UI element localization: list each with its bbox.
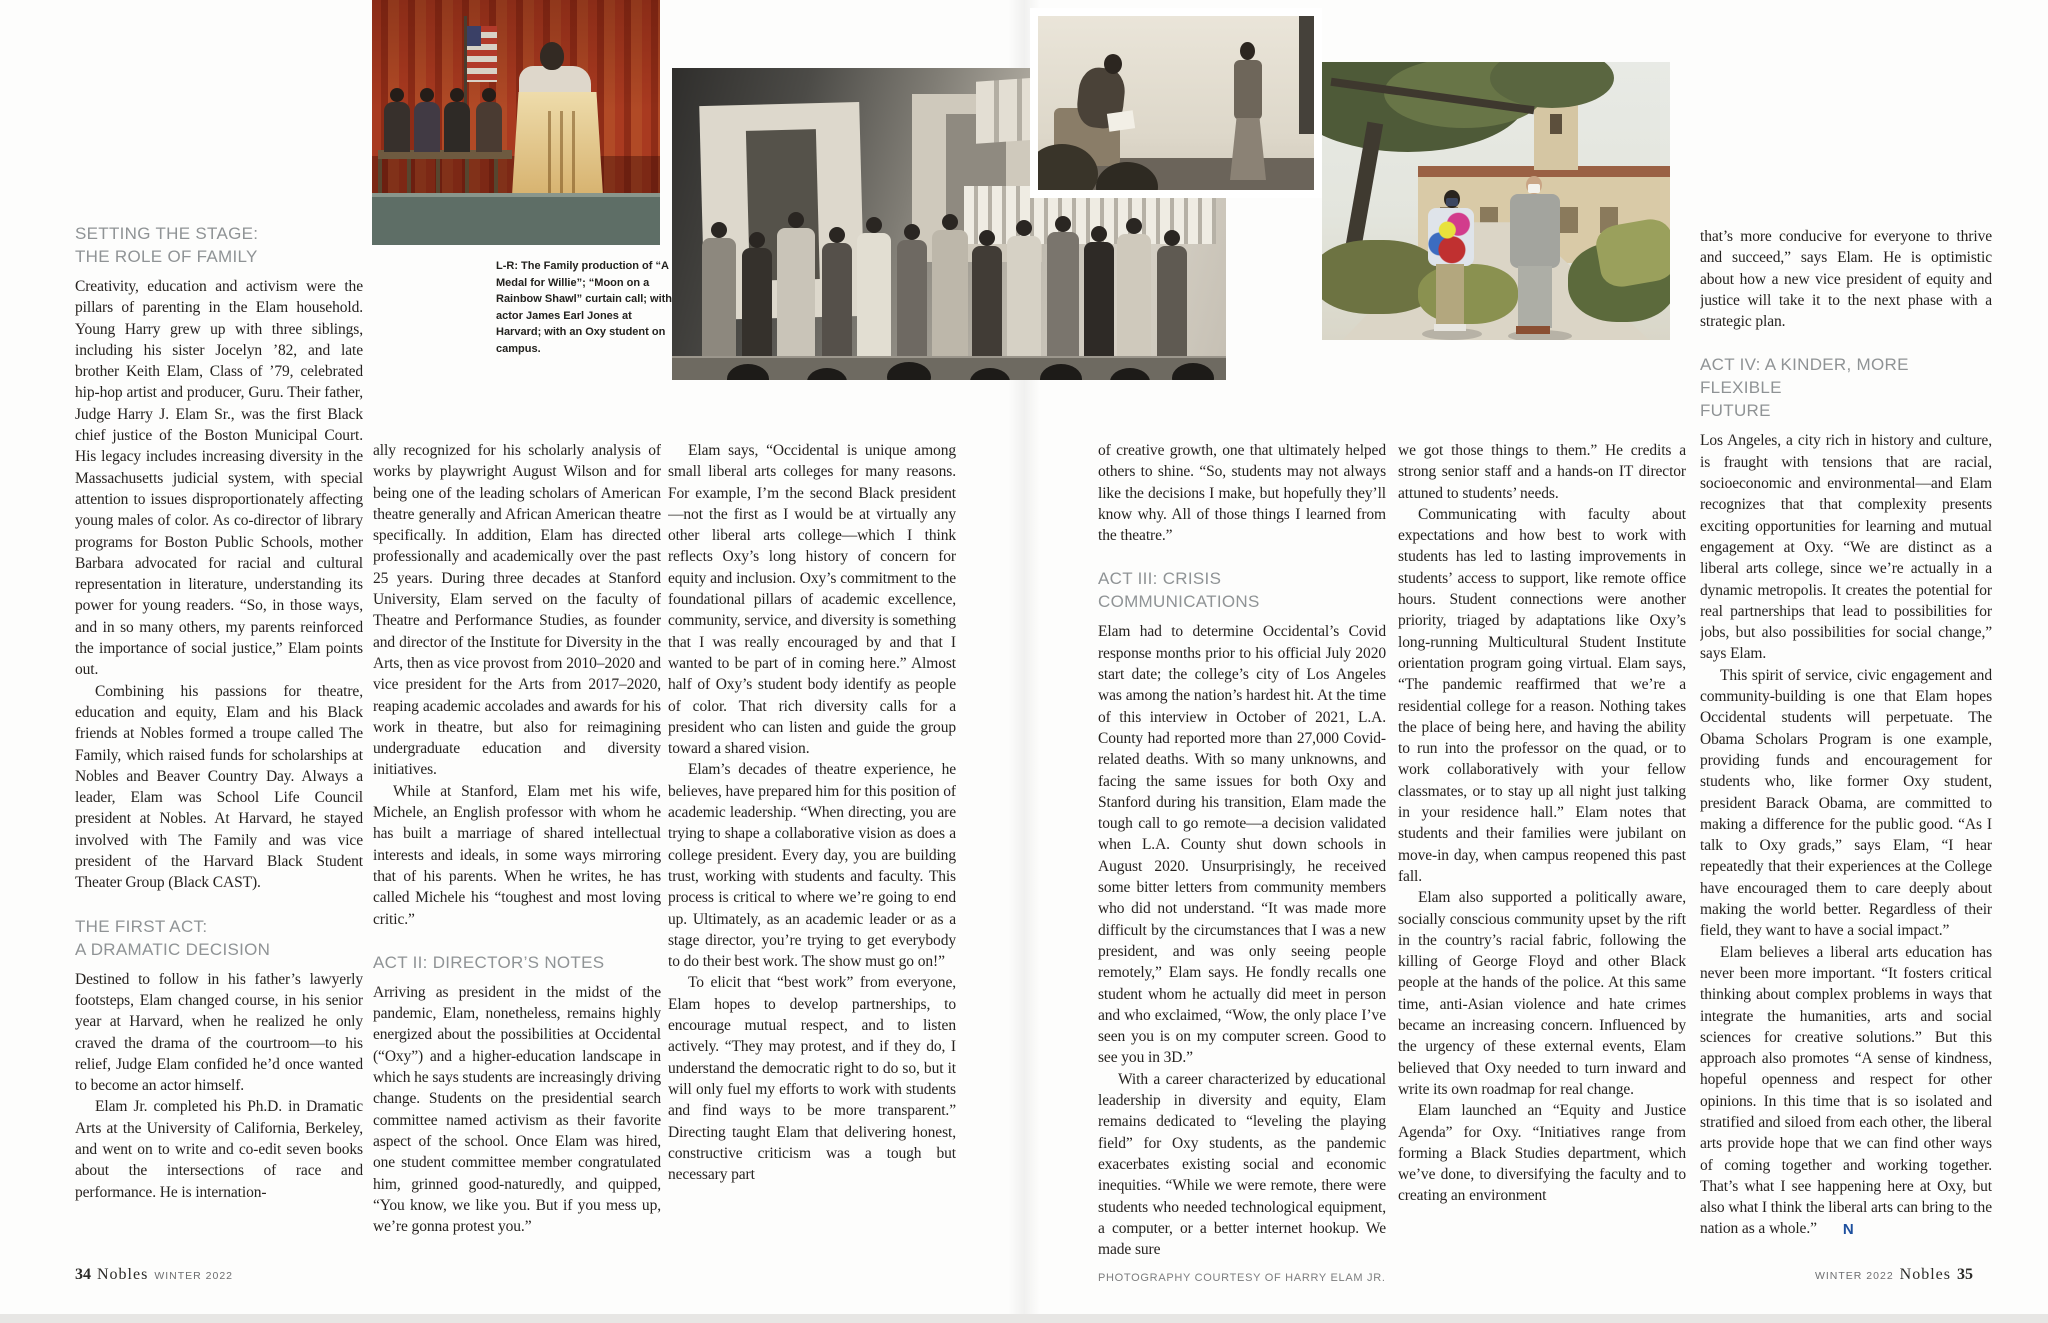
- student-figure: [1428, 208, 1474, 266]
- right-folio: [1573, 1266, 1973, 1284]
- podium-grooves: [539, 111, 577, 195]
- heading-line: A DRAMATIC DECISION: [75, 939, 271, 959]
- speaker-head: [540, 42, 564, 70]
- audience-head: [1030, 144, 1098, 198]
- bush: [1418, 264, 1518, 324]
- section-heading-act-ii: [373, 951, 661, 974]
- column-2: [373, 440, 661, 1260]
- page-bottom-edge: [0, 1314, 2048, 1323]
- body-paragraph: Combining his passions for theatre, education and equity, Elam and his Black friends at Nobles formed a troupe called The Family, which raised funds for scholarships at Nobles and Beaver Country Day. Always a leader, Elam was School Life Council president at Nobles. At Harvard, he stayed involved with The Family and was vice president of the Harvard Black Student Theater Group (Black CAST).: [75, 682, 363, 892]
- body-paragraph: Elam Jr. completed his Ph.D. in Dramatic Arts at the University of California, Berkeley, and went on to write and co-edit seven books about the intersections of race and performance. He is internation-: [75, 1098, 363, 1201]
- crowd-figure: [1117, 234, 1151, 358]
- elam-shoes: [1516, 326, 1550, 334]
- section-heading-act-iii: [1098, 567, 1386, 613]
- crowd-figure: [822, 243, 852, 358]
- body-paragraph: Creativity, education and activism were the pillars of parenting in the Elam household. Young Harry grew up with three siblings, including his sister Jocelyn ’82, and late brother Keith Elam, Class of ’79, celebrated hip-hop artist and producer, Guru. Their father, Judge Harry J. Elam Sr., was the first Black chief justice of the Boston Municipal Court. His legacy includes increasing diversity in the Massachusetts judicial system, with special attention to issues disproportionately affecting young males of color. As co-director of library programs for Boston Public Schools, mother Barbara advocated for racial and cultural representation in literature, understanding its power for young readers. “So, in those ways, and in so many others, my parents reinforced the importance of social justice,” Elam points out.: [75, 278, 363, 679]
- page-number: 34: [75, 1266, 91, 1283]
- seated-figure: [384, 102, 410, 152]
- crowd-figure: [1157, 246, 1187, 358]
- crowd-figure: [1084, 242, 1114, 358]
- issue-label: WINTER 2022: [154, 1270, 234, 1282]
- column-5: [1398, 440, 1686, 1260]
- crowd-figure: [702, 238, 736, 358]
- elam-pants: [1518, 266, 1552, 328]
- heading-line: ACT III: CRISIS COMMUNICATIONS: [1098, 569, 1260, 612]
- crowd-figure: [1007, 236, 1041, 358]
- column-4: [1098, 440, 1386, 1260]
- crowd-figure: [897, 240, 927, 358]
- body-paragraph: With a career characterized by educational leadership in diversity and equity, Elam remains dedicated to “leveling the playing field” for Oxy students, as the pandemic exacerbates existing social and economic inequities. “While we were remote, there were students who needed technological equipment, a computer, or a better internet hookup. We made sure: [1098, 1070, 1386, 1259]
- body-paragraph: While at Stanford, Elam met his wife, Michele, an English professor with whom he has built a marriage of shared intellectual interests and ideals, in some ways mirroring that of his parents. When he writes, he has called Michele his “toughest and most loving critic.”: [373, 782, 661, 928]
- flag-canton: [467, 26, 481, 46]
- section-heading-setting-the-stage: [75, 222, 363, 268]
- column-1: [75, 222, 363, 1260]
- page-number: 35: [1957, 1266, 1973, 1283]
- photo-james-earl-jones: [1030, 8, 1322, 198]
- standing-man: [1234, 60, 1262, 120]
- elam-mask: [1528, 184, 1540, 193]
- crowd-figure: [777, 228, 815, 358]
- seated-figure: [414, 102, 440, 152]
- student-pants: [1436, 264, 1464, 326]
- elam-figure: [1510, 194, 1560, 268]
- body-paragraph: To elicit that “best work” from everyone, Elam hopes to develop partnerships, to encourage mutual respect, and to listen actively. “They may protest, and if they do, I understand the democratic right to do so, but it will only fuel my efforts to work with students and find ways to be more transparent.” Directing taught Elam that delivering honest, constructive criticism was a tough but necessary part: [668, 974, 956, 1184]
- photo-campus-walk: [1322, 62, 1670, 340]
- seated-man-head: [1104, 54, 1122, 74]
- heading-line: SETTING THE STAGE:: [75, 224, 259, 243]
- building-window: [1560, 207, 1578, 233]
- column-3: [668, 440, 956, 1260]
- body-paragraph: Destined to follow in his father’s lawyerly footsteps, Elam changed course, in his senior year at Harvard, when he realized he only craved the drama of the courtroom—to his relief, Judge Elam confided he’d once wanted to become an actor himself.: [75, 970, 363, 1095]
- crowd-figure: [932, 230, 968, 358]
- standing-man-pants: [1230, 118, 1266, 180]
- photo-credit: PHOTOGRAPHY COURTESY OF HARRY ELAM JR.: [1098, 1272, 1386, 1284]
- paragraph-text: Elam believes a liberal arts education has never been more important. “It fosters critical thinking about complex problems in ways that integrate the humanities, arts and social sciences for creative solutions.” But this approach also promotes “A sense of kindness, hopeful openness and respect for other opinions. In this time that is so isolated and stratified and siloed from each other, the liberal arts provide hope that we can find other ways of coming together and working together. That’s what I see happening here at Oxy, but also what I think the liberal arts can bring to the nation as a whole.”: [1700, 943, 1992, 1238]
- photo-caption: L-R: The Family production of “A Medal for Willie”; “Moon on a Rainbow Shawl” curtain call; with actor James Earl Jones at Harvard; with an Oxy student on campus.: [496, 260, 673, 355]
- section-heading-act-iv: [1700, 353, 1992, 422]
- body-paragraph: Los Angeles, a city rich in history and culture, is fraught with tensions that are racial, socioeconomic and environmental—and Elam recognizes that that complexity presents exciting opportunities for learning and mutual engagement at Oxy. “We are distinct as a liberal arts college, since we’re actually in a dynamic metropolis. It creates the potential for real partnerships that lead to possibilities for jobs, but also possibilities for social change,” says Elam.: [1700, 432, 1992, 663]
- papers: [1107, 110, 1135, 131]
- body-paragraph: we got those things to them.” He credits a strong senior staff and a hands-on IT director attuned to students’ needs.: [1398, 442, 1686, 502]
- student-shoes: [1434, 324, 1466, 331]
- heading-line: THE ROLE OF FAMILY: [75, 247, 258, 266]
- body-paragraph: Elam had to determine Occidental’s Covid response months prior to his official July 2020 start date; the college’s city of Los Angeles was among the nation’s hardest hit. At the time of this interview in October of 2021, L.A. County had reported more than 27,000 Covid-related deaths. With so many unknowns, and facing the same issues for both Oxy and Stanford during his transition, Elam made the tough call to go remote—a decision validated when L.A. County shut down schools in August 2020. Unsurprisingly, he received some bitter letters from community members who did not understand. “It was made more difficult by the circumstances that I was a new president, and was only seeing people remotely,” Elam says. He fondly recalls one student whom he actually did meet in person and who exclaimed, “Wow, the only place I’ve seen you is on my computer screen. Good to see you in 3D.”: [1098, 623, 1386, 1067]
- body-paragraph: [1700, 942, 1992, 1240]
- heading-line: THE FIRST ACT:: [75, 916, 208, 936]
- tower-window: [1550, 114, 1562, 134]
- body-paragraph: Arriving as president in the midst of the pandemic, Elam, nonetheless, remains highly energized about the possibilities at Occidental (“Oxy”) and a higher-education landscape in which he says students are increasingly driving change. Students on the presidential search committee named activism as their favorite aspect of the school. Once Elam was hired, one student committee member congratulated him, grinned good-naturedly, and quipped, “You know, we like you. But if you mess up, we’re gonna protest you.”: [373, 983, 661, 1236]
- body-paragraph: Elam launched an “Equity and Justice Agenda” for Oxy. “Initiatives range from forming a Black Studies department, which we’ve done, to diversifying the faculty and to creating an environment: [1398, 1102, 1686, 1205]
- heading-line: ACT IV: A KINDER, MORE FLEXIBLE: [1700, 355, 1909, 398]
- body-paragraph: Elam says, “Occidental is unique among small liberal arts colleges for many reasons. For example, I’m the second Black president—not the first as I would be at virtually any other liberal arts college—which I think reflects Oxy’s long history of concern for equity and inclusion. Oxy’s commitment to the foundational pillars of academic excellence, community, service, and diversity is something that I was really encouraged by and that I wanted to be part of in coming here.” Almost half of Oxy’s student body identify as people of color. That rich diversity calls for a president who can listen and guide the group toward a shared vision.: [668, 442, 956, 758]
- body-paragraph: Elam’s decades of theatre experience, he believes, have prepared him for this position of academic leadership. “When directing, you are trying to shape a collaborative vision as does a college president. Every day, you are building trust, working with students and faculty. This process is critical to where we’re going to end up. Ultimately, as an academic leader or as a stage director, you’re trying to get everybody to do their best work. The show must go on!”: [668, 761, 956, 971]
- heading-line: ACT II: DIRECTOR’S NOTES: [373, 952, 605, 972]
- crowd-figure: [742, 248, 772, 358]
- magazine-name: Nobles: [1899, 1266, 1951, 1283]
- body-paragraph: Communicating with faculty about expectations and how best to work with students has led to lasting improvements in students’ access to support, like remote office hours. Student connections were another priority, triaged by adaptations like Oxy’s long-running Multicultural Student Institute orientation program going virtual. Elam says, “The pandemic reaffirmed that we’re a residential college for a reason. Nothing takes the place of being here, and having the ability to run into the professor on the quad, or to work collaboratively with your fellow classmates, or to stay up all night just talking in your residence hall.” Elam notes that students and their families were jubilant on move-in day, when campus reopened this past fall.: [1398, 505, 1686, 885]
- photo-family-production: [372, 0, 660, 245]
- body-paragraph: that’s more conducive for everyone to thrive and succeed,” says Elam. He is optimistic about how a new vice president of equity and justice will take it to the next phase with a strategic plan.: [1700, 228, 1992, 331]
- dark-curtain-strip: [1299, 16, 1314, 134]
- body-paragraph: ally recognized for his scholarly analysis of works by playwright August Wilson and for being one of the leading scholars of American theatre generally and African American theatre specifically. In addition, Elam has directed professionally and academically over the past 25 years. During three decades at Stanford University, Elam served on the faculty of Theatre and Performance Studies, as founder and director of the Institute for Diversity in the Arts, then as vice provost from 2010–2020 and vice president for the Arts from 2017–2020, reaping academic accolades and awards for his work in theatre, but also for reimagining undergraduate education and diversity initiatives.: [373, 442, 661, 779]
- heading-line: FUTURE: [1700, 401, 1771, 421]
- crowd-figure: [857, 233, 891, 358]
- left-folio: [75, 1266, 233, 1284]
- us-flag: [467, 26, 497, 82]
- section-heading-first-act: [75, 915, 363, 961]
- seated-figure: [444, 102, 470, 152]
- body-paragraph: Elam also supported a politically aware, socially conscious community upset by the rift in the country’s racial fabric, following the killing of George Floyd and other Black people at the hands of the police. At this same time, anti-Asian violence and hate crimes became an increasing concern. Influenced by the urgency of these external events, Elam believed that Oxy needed to turn inward and write its own roadmap for real change.: [1398, 889, 1686, 1098]
- seated-figure: [476, 102, 502, 152]
- issue-label: WINTER 2022: [1814, 1270, 1894, 1282]
- body-paragraph: of creative growth, one that ultimately helped others to shine. “So, students may not always like the decisions I make, but hopefully they’ll know why. All of those things I learned from the theatre.”: [1098, 442, 1386, 545]
- crowd-figure: [972, 246, 1002, 358]
- standing-man-head: [1240, 42, 1255, 60]
- stage-front: [372, 193, 660, 245]
- column-6: [1700, 226, 1992, 1260]
- magazine-name: Nobles: [97, 1266, 149, 1283]
- bench-legs: [378, 159, 512, 195]
- student-mask: [1446, 198, 1458, 206]
- crowd-figure: [1047, 232, 1079, 358]
- end-mark: N: [1842, 1221, 1854, 1239]
- body-paragraph: This spirit of service, civic engagement and community-building is one that Elam hopes Occidental students will perpetuate. The Obama Scholars Program is one example, providing funds and encouragement for students who, like former Oxy student, president Barack Obama, are committed to making a difference for the public good. “As I talk to Oxy grads,” says Elam, “I hear repeatedly that their experiences at the College have encouraged them to care deeply about making the world better. Regardless of their field, they want to have a social impact.”: [1700, 666, 1992, 940]
